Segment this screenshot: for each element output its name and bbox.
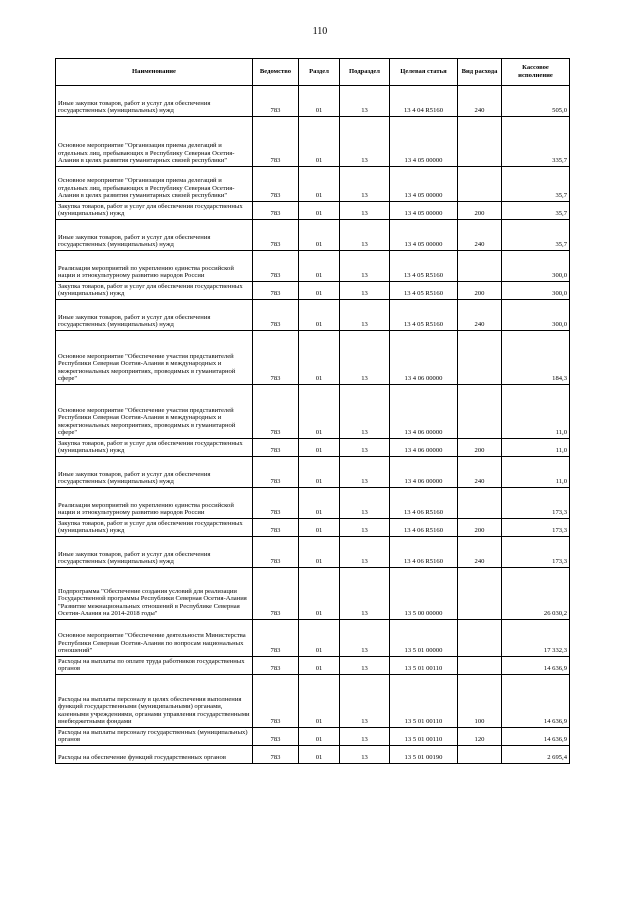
- row-subsection-cell: 13: [340, 331, 390, 385]
- row-department-cell: 783: [253, 746, 299, 764]
- row-expense-type-cell: [458, 620, 502, 657]
- row-expense-type-cell: 240: [458, 86, 502, 117]
- row-name-cell: Закупка товаров, работ и услуг для обеспечения государственных (муниципальных) нужд: [56, 519, 253, 537]
- row-name-cell: Основное мероприятие "Обеспечение участия представителей Республики Северная Осетия-Алания в международных и межрегиональных мероприятиях, проводимых в гуманитарной сфере": [56, 331, 253, 385]
- row-target-article-cell: 13 4 05 R5160: [390, 300, 458, 331]
- row-section-cell: 01: [299, 568, 340, 620]
- row-department-cell: 783: [253, 385, 299, 439]
- table-row: [56, 519, 570, 537]
- row-section-cell: 01: [299, 331, 340, 385]
- row-section-cell: 01: [299, 300, 340, 331]
- table-row: [56, 439, 570, 457]
- row-subsection-cell: 13: [340, 537, 390, 568]
- table-row: [56, 568, 570, 620]
- row-cash-execution-cell: 335,7: [502, 117, 570, 167]
- row-name-cell: Основное мероприятие "Организация приема делегаций и отдельных лиц, пребывающих в Республику Северная Осетия-Алания в целях развития гуманитарных связей республики": [56, 117, 253, 167]
- row-expense-type-cell: [458, 167, 502, 202]
- header-subsection: Подраздел: [340, 59, 390, 86]
- row-name-cell: Закупка товаров, работ и услуг для обеспечения государственных (муниципальных) нужд: [56, 282, 253, 300]
- row-department-cell: 783: [253, 728, 299, 746]
- row-name-cell: Подпрограмма "Обеспечение создания условий для реализации Государственной программы Республики Северная Осетия-Алания "Развитие межнациональных отношений в Республике Северная Осетия-Алания на 2014-2018 годы": [56, 568, 253, 620]
- row-expense-type-cell: [458, 657, 502, 675]
- row-target-article-cell: 13 4 05 R5160: [390, 282, 458, 300]
- row-name-cell: Реализация мероприятий по укреплению единства российской нации и этнокультурному развитию народов России: [56, 251, 253, 282]
- row-name-cell: Иные закупки товаров, работ и услуг для обеспечения государственных (муниципальных) нужд: [56, 86, 253, 117]
- table-row: [56, 457, 570, 488]
- row-cash-execution-cell: 300,0: [502, 282, 570, 300]
- row-expense-type-cell: [458, 331, 502, 385]
- row-cash-execution-cell: 173,3: [502, 537, 570, 568]
- row-section-cell: 01: [299, 657, 340, 675]
- header-section: Раздел: [299, 59, 340, 86]
- row-expense-type-cell: [458, 251, 502, 282]
- budget-table: [55, 58, 570, 764]
- row-department-cell: 783: [253, 331, 299, 385]
- table-row: [56, 117, 570, 167]
- row-subsection-cell: 13: [340, 282, 390, 300]
- row-expense-type-cell: [458, 488, 502, 519]
- row-name-cell: Иные закупки товаров, работ и услуг для обеспечения государственных (муниципальных) нужд: [56, 220, 253, 251]
- header-name: Наименование: [56, 59, 253, 86]
- row-expense-type-cell: 240: [458, 300, 502, 331]
- row-name-cell: Основное мероприятие "Организация приема делегаций и отдельных лиц, пребывающих в Республику Северная Осетия-Алания в целях развития гуманитарных связей республики": [56, 167, 253, 202]
- table-row: [56, 331, 570, 385]
- row-target-article-cell: 13 4 06 00000: [390, 331, 458, 385]
- row-name-cell: Расходы на выплаты персоналу в целях обеспечения выполнения функций государственными (муниципальными) органами, казенными учреждениями, органами управления государственными внебюджетными фондами: [56, 675, 253, 728]
- row-expense-type-cell: [458, 385, 502, 439]
- row-target-article-cell: 13 5 01 00110: [390, 728, 458, 746]
- row-subsection-cell: 13: [340, 728, 390, 746]
- row-section-cell: 01: [299, 86, 340, 117]
- row-section-cell: 01: [299, 537, 340, 568]
- row-name-cell: Расходы на обеспечение функций государственных органов: [56, 746, 253, 764]
- row-department-cell: 783: [253, 167, 299, 202]
- table-row: [56, 385, 570, 439]
- row-cash-execution-cell: 35,7: [502, 167, 570, 202]
- row-subsection-cell: 13: [340, 457, 390, 488]
- row-subsection-cell: 13: [340, 746, 390, 764]
- row-target-article-cell: 13 4 04 R5160: [390, 86, 458, 117]
- row-expense-type-cell: 120: [458, 728, 502, 746]
- row-cash-execution-cell: 17 332,3: [502, 620, 570, 657]
- row-section-cell: 01: [299, 746, 340, 764]
- row-subsection-cell: 13: [340, 439, 390, 457]
- row-department-cell: 783: [253, 282, 299, 300]
- table-row: [56, 728, 570, 746]
- row-target-article-cell: 13 4 05 R5160: [390, 251, 458, 282]
- row-cash-execution-cell: 184,3: [502, 331, 570, 385]
- row-name-cell: Реализация мероприятий по укреплению единства российской нации и этнокультурному развитию народов России: [56, 488, 253, 519]
- row-department-cell: 783: [253, 86, 299, 117]
- table-row: [56, 620, 570, 657]
- row-section-cell: 01: [299, 519, 340, 537]
- row-cash-execution-cell: 14 636,9: [502, 728, 570, 746]
- row-expense-type-cell: [458, 117, 502, 167]
- row-section-cell: 01: [299, 728, 340, 746]
- table-row: [56, 167, 570, 202]
- row-cash-execution-cell: 14 636,9: [502, 675, 570, 728]
- row-cash-execution-cell: 11,0: [502, 385, 570, 439]
- table-row: [56, 300, 570, 331]
- row-cash-execution-cell: 173,3: [502, 519, 570, 537]
- row-section-cell: 01: [299, 457, 340, 488]
- row-department-cell: 783: [253, 488, 299, 519]
- row-department-cell: 783: [253, 251, 299, 282]
- row-department-cell: 783: [253, 117, 299, 167]
- table-row: [56, 220, 570, 251]
- row-section-cell: 01: [299, 282, 340, 300]
- row-cash-execution-cell: 2 695,4: [502, 746, 570, 764]
- row-expense-type-cell: 200: [458, 439, 502, 457]
- row-target-article-cell: 13 4 06 00000: [390, 439, 458, 457]
- row-subsection-cell: 13: [340, 251, 390, 282]
- table-header-row: [56, 59, 570, 86]
- table-row: [56, 746, 570, 764]
- header-expense-type: Вид расхода: [458, 59, 502, 86]
- row-section-cell: 01: [299, 488, 340, 519]
- row-section-cell: 01: [299, 220, 340, 251]
- row-target-article-cell: 13 4 06 R5160: [390, 537, 458, 568]
- table-row: [56, 537, 570, 568]
- row-department-cell: 783: [253, 675, 299, 728]
- row-cash-execution-cell: 26 030,2: [502, 568, 570, 620]
- row-department-cell: 783: [253, 300, 299, 331]
- row-expense-type-cell: [458, 568, 502, 620]
- row-subsection-cell: 13: [340, 675, 390, 728]
- row-expense-type-cell: [458, 746, 502, 764]
- row-department-cell: 783: [253, 568, 299, 620]
- row-section-cell: 01: [299, 439, 340, 457]
- row-cash-execution-cell: 505,0: [502, 86, 570, 117]
- row-target-article-cell: 13 4 06 R5160: [390, 488, 458, 519]
- row-subsection-cell: 13: [340, 300, 390, 331]
- row-expense-type-cell: 240: [458, 220, 502, 251]
- row-department-cell: 783: [253, 457, 299, 488]
- row-target-article-cell: 13 5 00 00000: [390, 568, 458, 620]
- row-department-cell: 783: [253, 220, 299, 251]
- row-cash-execution-cell: 11,0: [502, 439, 570, 457]
- row-name-cell: Основное мероприятие "Обеспечение участия представителей Республики Северная Осетия-Алания в международных и межрегиональных мероприятиях, проводимых в гуманитарной сфере": [56, 385, 253, 439]
- row-target-article-cell: 13 5 01 00000: [390, 620, 458, 657]
- row-target-article-cell: 13 4 05 00000: [390, 202, 458, 220]
- row-target-article-cell: 13 5 01 00110: [390, 657, 458, 675]
- table-row: [56, 657, 570, 675]
- row-expense-type-cell: 200: [458, 282, 502, 300]
- row-name-cell: Иные закупки товаров, работ и услуг для обеспечения государственных (муниципальных) нужд: [56, 537, 253, 568]
- row-subsection-cell: 13: [340, 167, 390, 202]
- row-target-article-cell: 13 4 05 00000: [390, 117, 458, 167]
- row-department-cell: 783: [253, 537, 299, 568]
- row-cash-execution-cell: 300,0: [502, 251, 570, 282]
- row-expense-type-cell: 100: [458, 675, 502, 728]
- page-number: 110: [312, 26, 328, 37]
- table-row: [56, 86, 570, 117]
- row-section-cell: 01: [299, 251, 340, 282]
- row-subsection-cell: 13: [340, 86, 390, 117]
- row-department-cell: 783: [253, 657, 299, 675]
- table-row: [56, 251, 570, 282]
- row-subsection-cell: 13: [340, 117, 390, 167]
- row-name-cell: Закупка товаров, работ и услуг для обеспечения государственных (муниципальных) нужд: [56, 202, 253, 220]
- row-section-cell: 01: [299, 117, 340, 167]
- table-row: [56, 488, 570, 519]
- row-target-article-cell: 13 5 01 00190: [390, 746, 458, 764]
- row-cash-execution-cell: 173,3: [502, 488, 570, 519]
- row-department-cell: 783: [253, 519, 299, 537]
- row-subsection-cell: 13: [340, 568, 390, 620]
- row-cash-execution-cell: 35,7: [502, 202, 570, 220]
- row-subsection-cell: 13: [340, 202, 390, 220]
- row-expense-type-cell: 200: [458, 519, 502, 537]
- row-department-cell: 783: [253, 620, 299, 657]
- header-department: Ведомство: [253, 59, 299, 86]
- row-section-cell: 01: [299, 620, 340, 657]
- row-expense-type-cell: 200: [458, 202, 502, 220]
- row-cash-execution-cell: 35,7: [502, 220, 570, 251]
- row-section-cell: 01: [299, 202, 340, 220]
- row-expense-type-cell: 240: [458, 457, 502, 488]
- row-subsection-cell: 13: [340, 220, 390, 251]
- row-name-cell: Расходы на выплаты по оплате труда работников государственных органов: [56, 657, 253, 675]
- header-cash-execution: Кассовое исполнение: [502, 59, 570, 86]
- row-cash-execution-cell: 14 636,9: [502, 657, 570, 675]
- table-row: [56, 202, 570, 220]
- row-target-article-cell: 13 4 05 00000: [390, 220, 458, 251]
- row-name-cell: Основное мероприятие "Обеспечение деятельности Министерства Республики Северная Осетия-Алания по вопросам национальных отношений": [56, 620, 253, 657]
- row-cash-execution-cell: 300,0: [502, 300, 570, 331]
- row-section-cell: 01: [299, 675, 340, 728]
- row-expense-type-cell: 240: [458, 537, 502, 568]
- row-subsection-cell: 13: [340, 657, 390, 675]
- row-subsection-cell: 13: [340, 385, 390, 439]
- row-subsection-cell: 13: [340, 519, 390, 537]
- row-target-article-cell: 13 4 06 R5160: [390, 519, 458, 537]
- row-target-article-cell: 13 4 05 00000: [390, 167, 458, 202]
- row-section-cell: 01: [299, 167, 340, 202]
- row-cash-execution-cell: 11,0: [502, 457, 570, 488]
- row-target-article-cell: 13 5 01 00110: [390, 675, 458, 728]
- row-section-cell: 01: [299, 385, 340, 439]
- row-department-cell: 783: [253, 439, 299, 457]
- row-target-article-cell: 13 4 06 00000: [390, 385, 458, 439]
- table-row: [56, 675, 570, 728]
- row-subsection-cell: 13: [340, 620, 390, 657]
- row-subsection-cell: 13: [340, 488, 390, 519]
- row-department-cell: 783: [253, 202, 299, 220]
- table-row: [56, 282, 570, 300]
- row-name-cell: Иные закупки товаров, работ и услуг для обеспечения государственных (муниципальных) нужд: [56, 300, 253, 331]
- row-target-article-cell: 13 4 06 00000: [390, 457, 458, 488]
- row-name-cell: Иные закупки товаров, работ и услуг для обеспечения государственных (муниципальных) нужд: [56, 457, 253, 488]
- row-name-cell: Расходы на выплаты персоналу государственных (муниципальных) органов: [56, 728, 253, 746]
- header-target-article: Целевая статья: [390, 59, 458, 86]
- row-name-cell: Закупка товаров, работ и услуг для обеспечения государственных (муниципальных) нужд: [56, 439, 253, 457]
